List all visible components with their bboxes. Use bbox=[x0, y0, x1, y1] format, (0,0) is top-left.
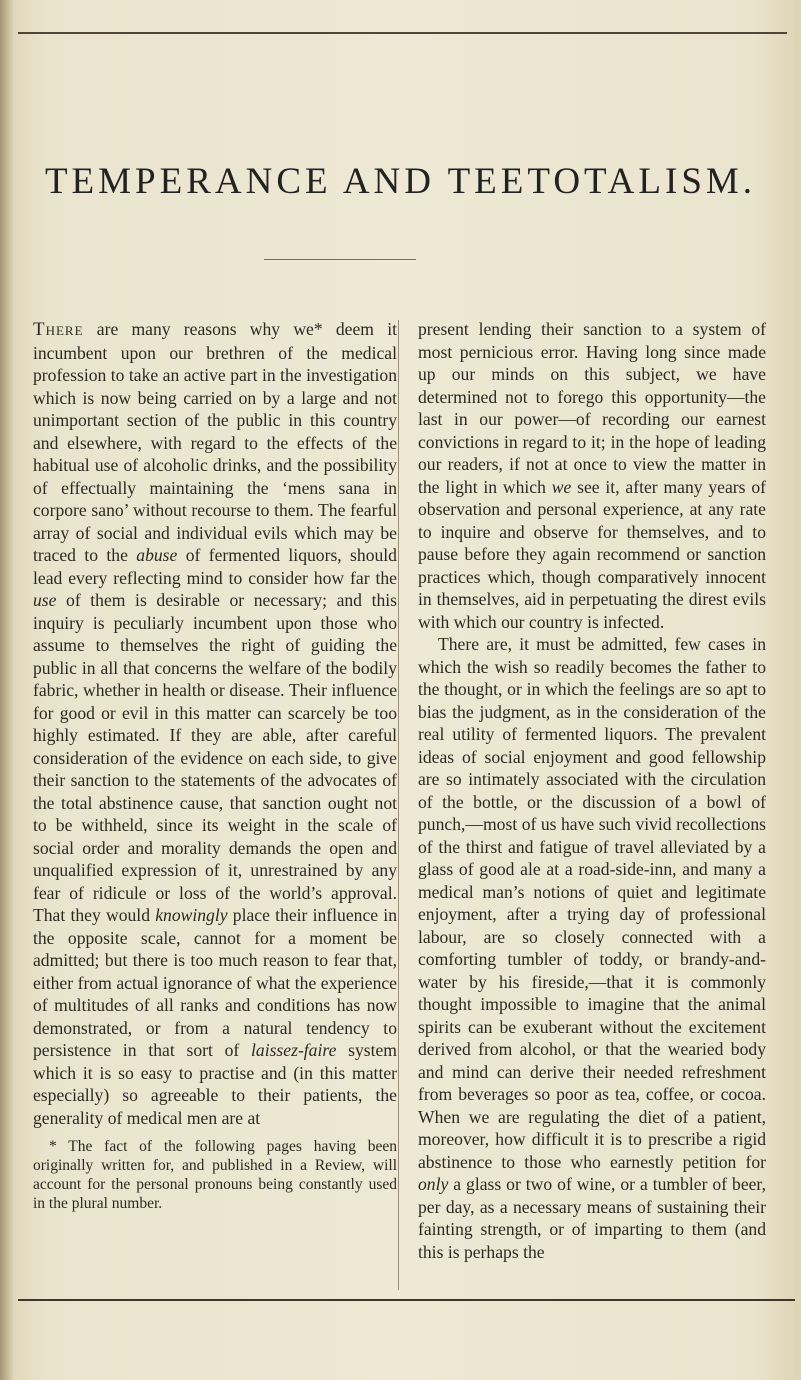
page-binding-edge bbox=[0, 0, 14, 1380]
bottom-rule bbox=[18, 1299, 795, 1301]
opening-word: There bbox=[33, 319, 84, 340]
right-paragraph-1: present lending their sanction to a system of most pernicious error. Having long since made up our minds on this subject, we have determined not to forego this opportunity—the last in our power—of recording our earnest convictions in regard to it; in the hope of leading our readers, if not at once to view the matter in the light in which we see it, after many years of observation and personal experience, at any rate to inquire and observe for themselves, and to pause before they again recommend or sanction practices which, though comparatively innocent in themselves, aid in perpetuating the direst evils with which our country is infected. bbox=[418, 319, 766, 632]
left-paragraph: There are many reasons why we* deem it incumbent upon our brethren of the medical profession to take an active part in the investigation which is now being carried on by a large and not unimportant section of the public in this country and elsewhere, with regard to the effects of the habitual use of alcoholic drinks, and the possibility of effectually maintaining the ‘mens sana in corpore sano’ without recourse to them. The fearful array of social and individual evils which may be traced to the abuse of fermented liquors, should lead every reflecting mind to consider how far the use of them is desirable or necessary; and this inquiry is peculiarly incumbent upon those who assume to themselves the right of guiding the public in all that concerns the welfare of the bodily fabric, whether in health or disease. Their influence for good or evil in this matter can scarcely be too highly estimated. If they are able, after careful consideration of the evidence on each side, to give their sanction to the statements of the advocates of the total abstinence cause, that sanction ought not to be withheld, since its weight in the scale of social order and morality demands the open and unqualified expression of it, unrestrained by any fear of ridicule or loss of the world’s approval. That they would knowingly place their influence in the opposite scale, cannot for a moment be admitted; but there is too much reason to fear that, either from actual ignorance of what the experience of multitudes of all ranks and conditions has now demonstrated, or from a natural tendency to persistence in that sort of laissez-faire system which it is so easy to practise and (in this matter especially) so agreeable to their patients, the generality of medical men are at bbox=[33, 319, 397, 1128]
right-paragraph-2: There are, it must be admitted, few cases in which the wish so readily becomes the father to the thought, or in which the feelings are so apt to bias the judgment, as in the consideration of the real utility of fermented liquors. The prevalent ideas of social enjoyment and good fellowship are so intimately associated with the circulation of the bottle, or the discussion of a bowl of punch,—most of us have such vivid recollections of the thirst and fatigue of travel alleviated by a glass of good ale at a road-side-inn, and many a medical man’s notions of quiet and legitimate enjoyment, after a trying day of professional labour, are so closely connected with a comforting tumbler of toddy, or brandy-and-water by his fireside,—that it is commonly thought impossible to imagine that the animal spirits can be exuberant without the excitement derived from alcohol, or that the wearied body and mind can derive their needed refreshment from beverages so poor as tea, coffee, or cocoa. When we are regulating the diet of a patient, moreover, how difficult it is to prescribe a rigid abstinence to those who earnestly petition for only a glass or two of wine, or a tumbler of beer, per day, as a necessary means of sustaining their fainting strength, or of imparting to them (and this is perhaps the bbox=[418, 634, 766, 1262]
footnote-marker: * bbox=[313, 319, 323, 339]
title-divider bbox=[264, 259, 416, 260]
page-title: TEMPERANCE AND TEETOTALISM. bbox=[44, 161, 757, 202]
top-rule bbox=[18, 32, 787, 34]
column-divider bbox=[398, 320, 399, 1290]
left-column bbox=[33, 318, 397, 1213]
right-column bbox=[418, 318, 766, 1263]
footnote: * The fact of the following pages having been originally written for, and published in a Review, will account for the personal pronouns being constantly used in the plural number. bbox=[33, 1138, 397, 1212]
